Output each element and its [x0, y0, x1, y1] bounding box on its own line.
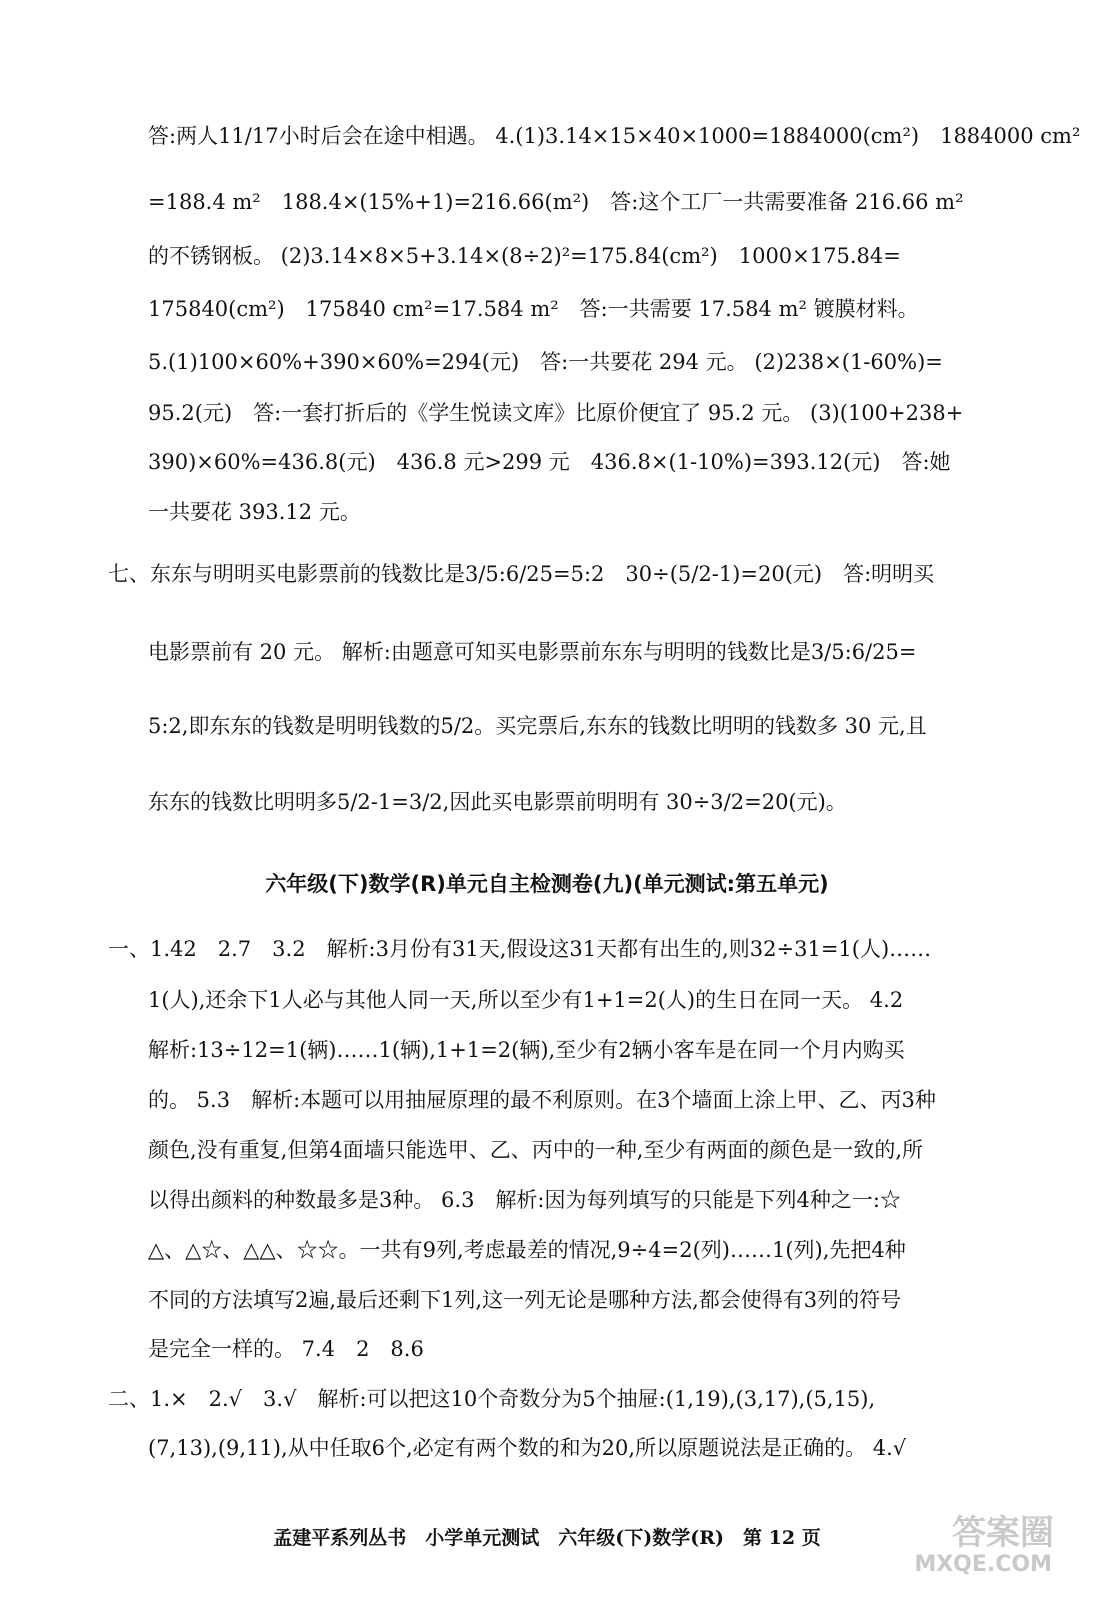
text-line: 二、1.× 2.√ 3.√ 解析:可以把这10个奇数分为5个抽屉:(1,19),(3,17),(5,15),: [108, 1387, 876, 1411]
watermark-url: MXQE.COM: [914, 1552, 1052, 1577]
text-line: 七、东东与明明买电影票前的钱数比是3/5:6/25=5:2 30÷(5/2-1)=20(元) 答:明明买: [108, 562, 935, 586]
text-line: 答:两人11/17小时后会在途中相遇。 4.(1)3.14×15×40×1000=1884000(cm²) 1884000 cm²: [148, 124, 1081, 148]
text-line: 5:2,即东东的钱数是明明钱数的5/2。买完票后,东东的钱数比明明的钱数多 30 元,且: [148, 714, 927, 738]
text-line: 电影票前有 20 元。 解析:由题意可知买电影票前东东与明明的钱数比是3/5:6/25=: [148, 640, 917, 664]
text-line: 175840(cm²) 175840 cm²=17.584 m² 答:一共需要 17.584 m² 镀膜材料。: [148, 297, 919, 321]
text-line: 东东的钱数比明明多5/2-1=3/2,因此买电影票前明明有 30÷3/2=20(元)。: [148, 790, 847, 814]
text-line: 不同的方法填写2遍,最后还剩下1列,这一列无论是哪种方法,都会使得有3列的符号: [148, 1288, 902, 1312]
text-line: △、△☆、△△、☆☆。一共有9列,考虑最差的情况,9÷4=2(列)……1(列),先把4种: [148, 1238, 906, 1262]
page-footer: 孟建平系列丛书 小学单元测试 六年级(下)数学(R) 第 12 页: [273, 1527, 821, 1549]
section-title: 六年级(下)数学(R)单元自主检测卷(九)(单元测试:第五单元): [265, 872, 829, 896]
text-line: 5.(1)100×60%+390×60%=294(元) 答:一共要花 294 元。 (2)238×(1-60%)=: [148, 350, 943, 374]
text-line: =188.4 m² 188.4×(15%+1)=216.66(m²) 答:这个工厂一共需要准备 216.66 m²: [148, 190, 964, 214]
text-line: 的不锈钢板。 (2)3.14×8×5+3.14×(8÷2)²=175.84(cm²) 1000×175.84=: [148, 244, 901, 268]
text-line: 95.2(元) 答:一套打折后的《学生悦读文库》比原价便宜了 95.2 元。 (3)(100+238+: [148, 401, 964, 425]
text-line: 390)×60%=436.8(元) 436.8 元>299 元 436.8×(1-10%)=393.12(元) 答:她: [148, 450, 951, 474]
text-line: 是完全一样的。 7.4 2 8.6: [148, 1337, 424, 1361]
text-line: (7,13),(9,11),从中任取6个,必定有两个数的和为20,所以原题说法是正确的。 4.√: [148, 1436, 907, 1460]
text-line: 颜色,没有重复,但第4面墙只能选甲、乙、丙中的一种,至少有两面的颜色是一致的,所: [148, 1138, 924, 1162]
text-line: 以得出颜料的种数最多是3种。 6.3 解析:因为每列填写的只能是下列4种之一:☆: [148, 1188, 901, 1212]
text-line: 一共要花 393.12 元。: [148, 500, 361, 524]
watermark: 答案圈: [952, 1513, 1054, 1553]
text-line: 1(人),还余下1人必与其他人同一天,所以至少有1+1=2(人)的生日在同一天。 4.2: [148, 988, 904, 1012]
text-line: 一、1.42 2.7 3.2 解析:3月份有31天,假设这31天都有出生的,则32÷31=1(人)……: [108, 937, 932, 961]
text-line: 解析:13÷12=1(辆)……1(辆),1+1=2(辆),至少有2辆小客车是在同一个月内购买: [148, 1038, 905, 1062]
text-line: 的。 5.3 解析:本题可以用抽屉原理的最不利原则。在3个墙面上涂上甲、乙、丙3种: [148, 1088, 936, 1112]
